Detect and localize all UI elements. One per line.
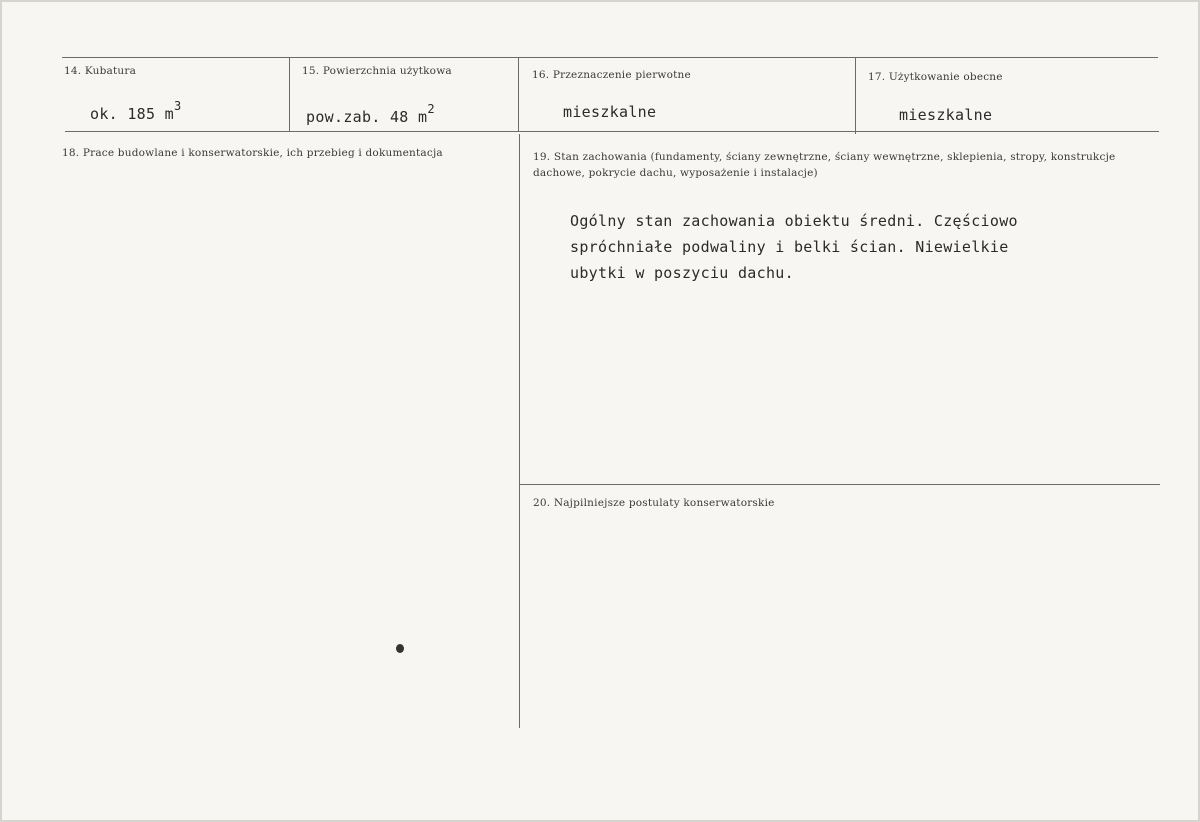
row1-bottom-rule <box>65 131 1159 132</box>
section-19-bottom-rule <box>520 484 1160 485</box>
uzytkowanie-label: 17. Użytkowanie obecne <box>868 71 1003 83</box>
powierzchnia-label: 15. Powierzchnia użytkowa <box>302 65 452 77</box>
divider-15-16 <box>518 57 519 131</box>
stan-zachowania-value: Ogólny stan zachowania obiektu średni. Częściowo spróchniałe podwaliny i belki ścian. Niewielkie ubytki w poszyciu dachu. <box>570 212 1018 282</box>
przeznaczenie-value: mieszkalne <box>563 103 657 121</box>
divider-18-19 <box>519 134 520 728</box>
postulaty-label: 20. Najpilniejsze postulaty konserwatorskie <box>533 497 775 509</box>
uzytkowanie-value: mieszkalne <box>899 106 993 124</box>
prace-budowlane-label: 18. Prace budowlane i konserwatorskie, ich przebieg i dokumentacja <box>62 147 443 159</box>
ink-speck <box>396 644 404 653</box>
stan-zachowania-label: 19. Stan zachowania (fundamenty, ściany zewnętrzne, ściany wewnętrzne, sklepienia, stropy, konstrukcje dachowe, pokrycie dachu, wyposażenie i instalacje) <box>533 151 1116 179</box>
kubatura-label: 14. Kubatura <box>64 65 137 77</box>
powierzchnia-value: pow.zab. 48 $m^2$ <box>306 102 435 126</box>
divider-16-17 <box>855 57 856 134</box>
kubatura-value: ok. 185 $m^3$ <box>90 99 182 123</box>
divider-14-15 <box>289 57 290 131</box>
przeznaczenie-label: 16. Przeznaczenie pierwotne <box>532 69 691 81</box>
top-rule <box>62 57 1158 58</box>
